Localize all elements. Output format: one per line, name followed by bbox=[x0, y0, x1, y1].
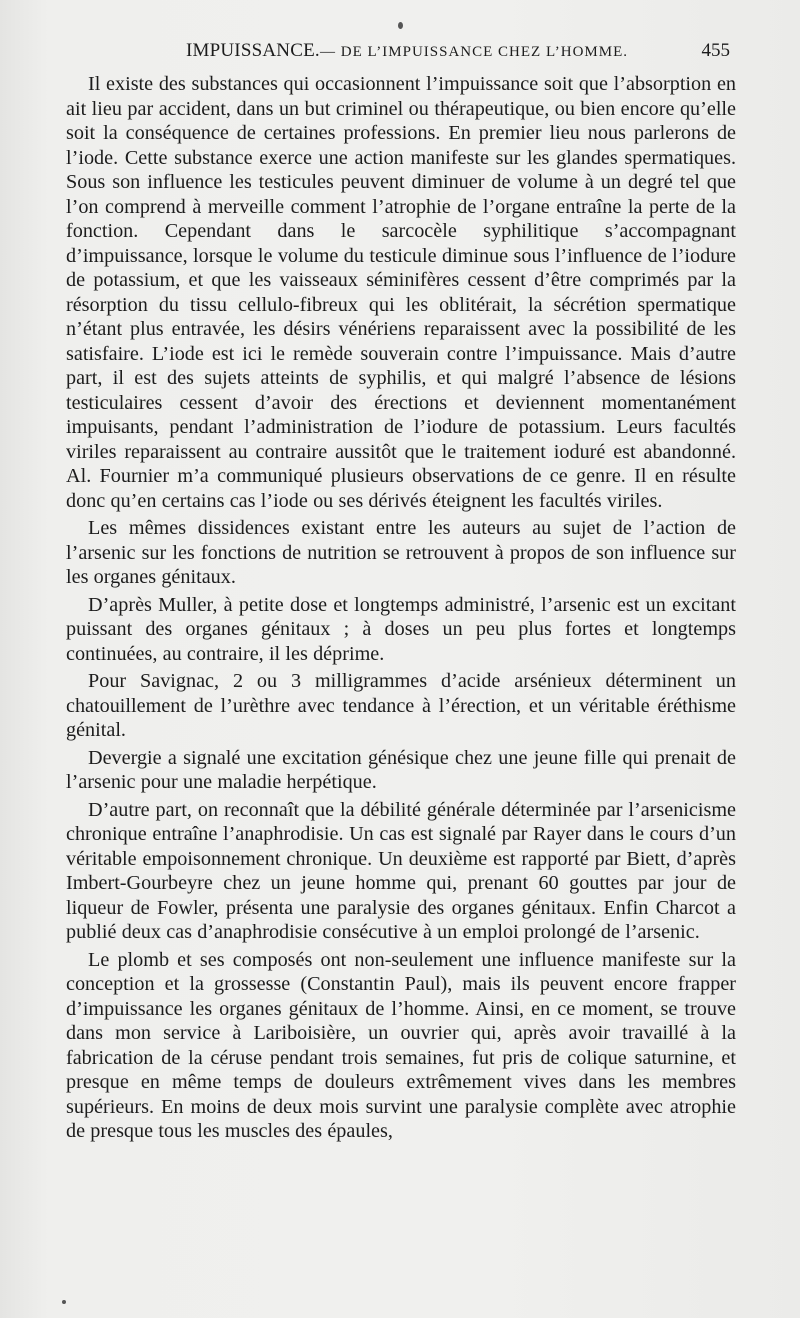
paragraph-savignac: Pour Savignac, 2 ou 3 milligrammes d’acide arsénieux déterminent un chatouillement de l’urèthre avec tendance à l’érection, et un véritable éréthisme génital. bbox=[66, 670, 736, 741]
paragraph-arsenic-intro: Les mêmes dissidences existant entre les auteurs au sujet de l’action de l’arsenic sur les fonctions de nutrition se retrouvent à propos de son influence sur les organes génitaux. bbox=[66, 517, 736, 588]
running-header bbox=[186, 40, 734, 66]
running-subtitle: — DE L’IMPUISSANCE CHEZ L’HOMME. bbox=[320, 44, 628, 60]
paragraph-devergie: Devergie a signalé une excitation génésique chez une jeune fille qui prenait de l’arsenic pour une maladie herpétique. bbox=[66, 746, 736, 793]
body-text bbox=[66, 72, 736, 1144]
page-number: 455 bbox=[701, 40, 730, 61]
paragraph-iode: Il existe des substances qui occasionnent l’impuissance soit que l’absorption en ait lieu par accident, dans un but criminel ou thérapeutique, ou bien encore qu’elle soit la conséquence de certaines professions. En premier lieu nous parlerons de l’iode. Cette substance exerce une action manifeste sur les glandes spermatiques. Sous son influence les testicules peuvent diminuer de volume à un degré tel que l’on comprend à merveille comment l’atrophie de l’organe entraîne la perte de la fonction. Cependant dans le sarcocèle syphilitique s’accompagnant d’impuissance, lorsque le volume du testicule diminue sous l’influence de l’iodure de potassium, et que les vaisseaux séminifères cessent d’être comprimés par la résorption du tissu cellulo-fibreux qui les oblitérait, la sécrétion spermatique n’étant plus entravée, les désirs vénériens reparaissent avec la possibilité de les satisfaire. L’iode est ici le remède souverain contre l’impuissance. Mais d’autre part, il est des sujets atteints de syphilis, et qui malgré l’absence de lésions testiculaires cessent d’avoir des érections et deviennent momentanément impuisants, pendant l’administration de l’iodure de potassium. Leurs facultés viriles reparaissent au contraire aussitôt que le traitement ioduré est abandonné. Al. Fournier m’a communiqué plusieurs observations de ce genre. Il en résulte donc qu’en certains cas l’iode ou ses dérivés éteignent les facultés viriles. bbox=[66, 73, 736, 512]
top-ink-speck bbox=[398, 22, 403, 29]
running-title: IMPUISSANCE. bbox=[186, 40, 320, 61]
paragraph-plomb: Le plomb et ses composés ont non-seulement une influence manifeste sur la conception et la grossesse (Constantin Paul), mais ils peuvent encore frapper d’impuissance les organes génitaux de l’homme. Ainsi, en ce moment, se trouve dans mon service à Lariboisière, un ouvrier qui, après avoir travaillé à la fabrication de la céruse pendant trois semaines, fut pris de colique saturnine, et presque en même temps de douleurs extrêmement vives dans les membres supérieurs. En moins de deux mois survint une paralysie complète avec atrophie de presque tous les muscles des épaules, bbox=[66, 948, 736, 1142]
paragraph-arsenicisme: D’autre part, on reconnaît que la débilité générale déterminée par l’arsenicisme chronique entraîne l’anaphrodisie. Un cas est signalé par Rayer dans le cours d’un véritable empoisonnement chronique. Un deuxième est rapporté par Biett, d’après Imbert-Gourbeyre chez un jeune homme qui, prenant 60 gouttes par jour de liqueur de Fowler, présenta une paralysie des organes génitaux. Enfin Charcot a publié deux cas d’anaphrodisie consécutive à un emploi prolongé de l’arsenic. bbox=[66, 798, 736, 943]
paragraph-muller: D’après Muller, à petite dose et longtemps administré, l’arsenic est un excitant puissant des organes génitaux ; à doses un peu plus fortes et longtemps continuées, au contraire, il les déprime. bbox=[66, 593, 736, 665]
bottom-ink-speck bbox=[62, 1300, 66, 1304]
